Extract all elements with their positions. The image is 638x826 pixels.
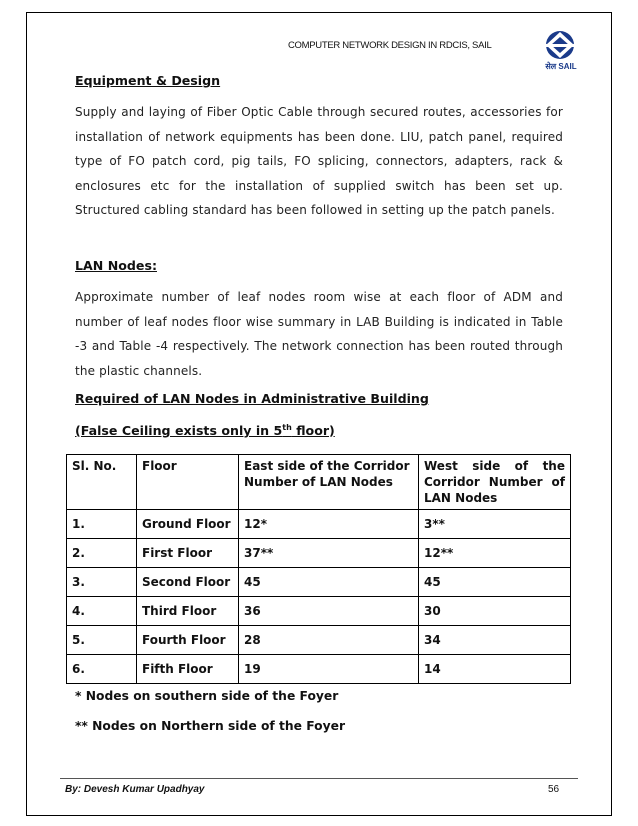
table-cell: 6. xyxy=(67,655,137,684)
table-cell: 30 xyxy=(419,597,571,626)
table-row xyxy=(67,655,571,684)
table-row xyxy=(67,510,571,539)
table-cell: 3** xyxy=(419,510,571,539)
table-cell: Third Floor xyxy=(137,597,239,626)
table-cell: 4. xyxy=(67,597,137,626)
table-row xyxy=(67,539,571,568)
table-row xyxy=(67,597,571,626)
equipment-paragraph: Supply and laying of Fiber Optic Cable through secured routes, accessories for installation of network equipments has been done. LIU, patch panel, required type of FO patch cord, pig tails, FO splicing, connectors, adapters, rack & enclosures etc for the installation of supplied switch has been set up. Structured cabling standard has been followed in setting up the patch panels. xyxy=(75,105,563,217)
table-cell: 45 xyxy=(239,568,419,597)
footer-divider xyxy=(60,778,578,779)
table-cell: 12* xyxy=(239,510,419,539)
section-heading-equipment: Equipment & Design xyxy=(75,73,221,88)
table-cell: 19 xyxy=(239,655,419,684)
table-cell: 36 xyxy=(239,597,419,626)
table-cell: 34 xyxy=(419,626,571,655)
lan-nodes-table xyxy=(66,454,571,684)
table-cell: First Floor xyxy=(137,539,239,568)
table-cell: Ground Floor xyxy=(137,510,239,539)
table-cell: 14 xyxy=(419,655,571,684)
section-heading-admin-building: Required of LAN Nodes in Administrative Building xyxy=(75,391,429,406)
header-title: COMPUTER NETWORK DESIGN IN RDCIS, SAIL xyxy=(288,40,492,51)
table-cell: 37** xyxy=(239,539,419,568)
table-cell: 45 xyxy=(419,568,571,597)
table-row xyxy=(67,568,571,597)
table-cell: 5. xyxy=(67,626,137,655)
page-number: 56 xyxy=(548,784,560,795)
table-header-row xyxy=(67,455,571,510)
header-cell: Sl. No. xyxy=(67,455,137,510)
section-heading-lan-nodes: LAN Nodes: xyxy=(75,258,157,273)
table-cell: 28 xyxy=(239,626,419,655)
table-cell: 2. xyxy=(67,539,137,568)
false-ceiling-note: (False Ceiling exists only in 5th floor) xyxy=(75,423,335,439)
header-cell: East side of the Corridor Number of LAN Nodes xyxy=(239,455,419,510)
logo-text: सेल SAIL xyxy=(545,62,577,71)
table-row xyxy=(67,626,571,655)
table-cell: 3. xyxy=(67,568,137,597)
footer-author: By: Devesh Kumar Upadhyay xyxy=(65,784,205,795)
footnote-southern: * Nodes on southern side of the Foyer xyxy=(75,689,339,703)
header-cell: West side of the Corridor Number of LAN Nodes xyxy=(419,455,571,510)
table-cell: Fifth Floor xyxy=(137,655,239,684)
header-cell: Floor xyxy=(137,455,239,510)
table-cell: 1. xyxy=(67,510,137,539)
footnote-northern: ** Nodes on Northern side of the Foyer xyxy=(75,719,346,733)
table-cell: Fourth Floor xyxy=(137,626,239,655)
lan-nodes-paragraph: Approximate number of leaf nodes room wise at each floor of ADM and number of leaf nodes floor wise summary in LAB Building is indicated in Table -3 and Table -4 respectively. The network connection has been routed through the plastic channels. xyxy=(75,290,563,378)
table-cell: Second Floor xyxy=(137,568,239,597)
table-cell: 12** xyxy=(419,539,571,568)
